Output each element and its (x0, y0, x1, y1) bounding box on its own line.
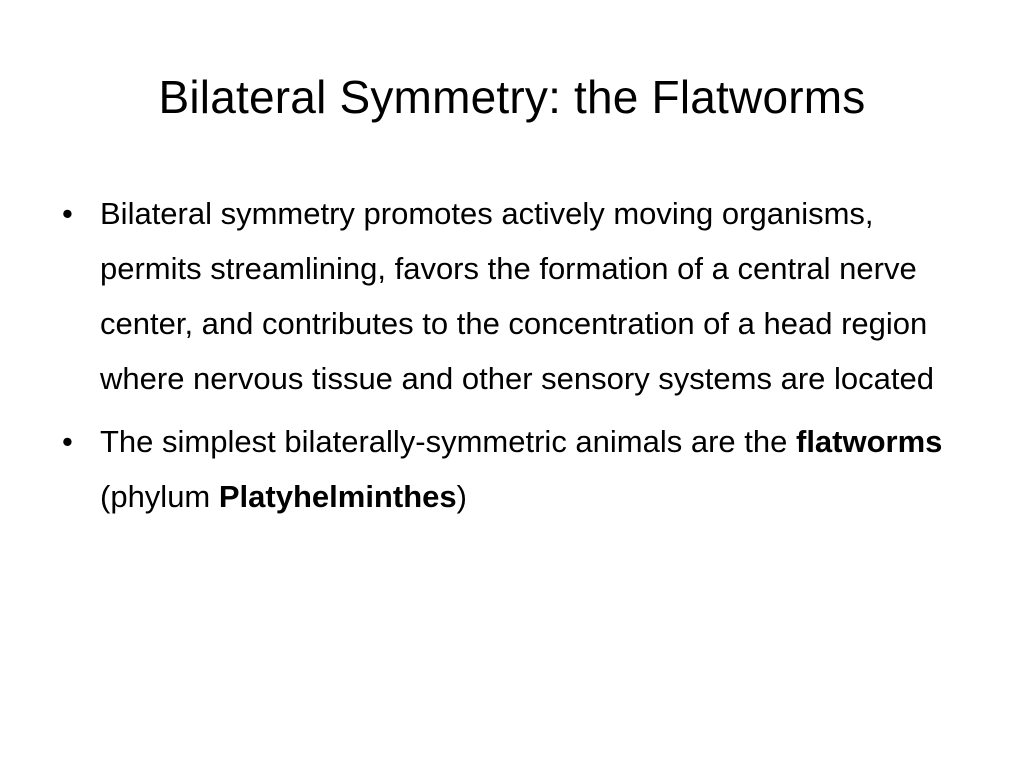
bullet-list (62, 186, 972, 524)
bullet-text-suffix: ) (456, 479, 467, 514)
term-platyhelminthes: Platyhelminthes (218, 479, 457, 514)
bullet-text-middle: (phylum (100, 479, 219, 514)
bullet-marker: • (62, 424, 73, 459)
bullet-item-bilateral-symmetry (62, 186, 972, 406)
bullet-marker: • (62, 196, 73, 231)
bullet-text-prefix: The simplest bilaterally-symmetric animals are the (100, 424, 796, 459)
term-flatworms: flatworms (796, 424, 943, 459)
bullet-item-flatworms (62, 414, 972, 524)
bullet-text: Bilateral symmetry promotes actively moving organisms, permits streamlining, favors the formation of a central nerve center, and contributes to the concentration of a head region where nervous tissue and other sensory systems are located (100, 196, 934, 396)
slide-title: Bilateral Symmetry: the Flatworms (158, 71, 866, 123)
